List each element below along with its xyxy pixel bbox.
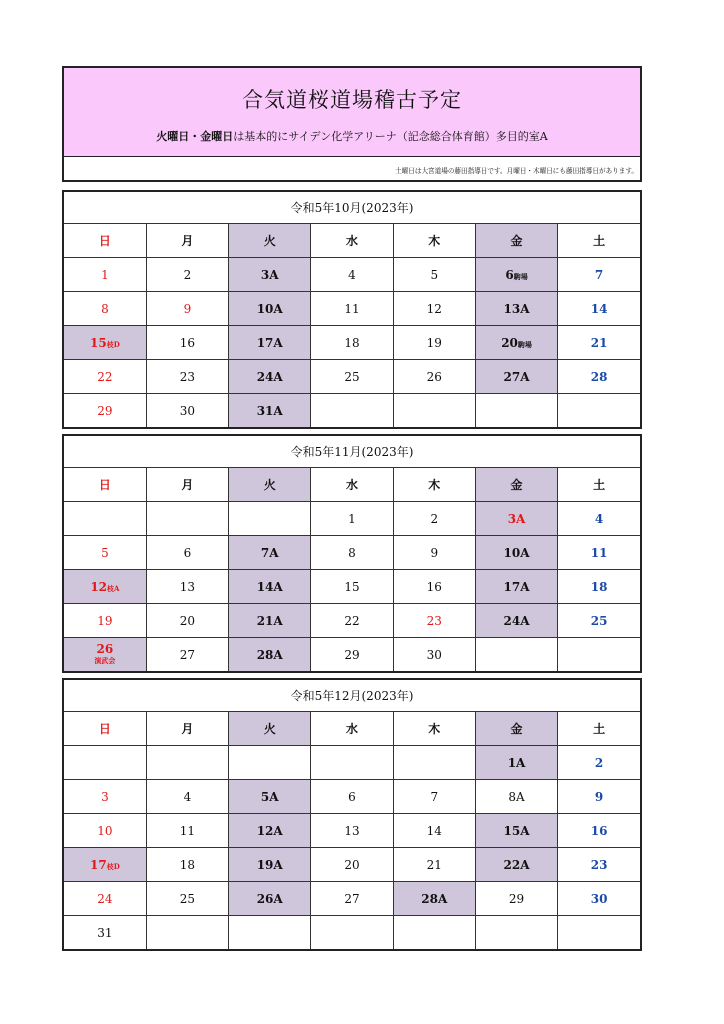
week-row [64, 502, 640, 536]
day-cell [558, 780, 640, 814]
day-cell [475, 848, 557, 882]
weekday-header: 土 [558, 468, 640, 502]
day-cell [146, 258, 228, 292]
day-cell [393, 638, 475, 672]
day-cell [146, 326, 228, 360]
day-cell [558, 916, 640, 950]
day-number: 26 [96, 641, 114, 656]
day-number: 30 [590, 891, 608, 906]
week-row [64, 394, 640, 428]
day-cell [393, 258, 475, 292]
day-number: 25 [344, 369, 360, 384]
weekday-header: 月 [146, 712, 228, 746]
week-row [64, 360, 640, 394]
day-cell [146, 746, 228, 780]
day-cell [558, 536, 640, 570]
day-cell [558, 292, 640, 326]
day-cell [475, 638, 557, 672]
day-number: 8 [101, 301, 109, 316]
day-number: 20 [501, 335, 518, 350]
day-cell [311, 916, 393, 950]
day-cell [393, 848, 475, 882]
day-cell [229, 814, 311, 848]
day-cell [393, 916, 475, 950]
day-cell [229, 570, 311, 604]
day-cell [393, 502, 475, 536]
day-cell [64, 746, 146, 780]
day-cell [311, 814, 393, 848]
day-cell [393, 814, 475, 848]
day-number: 12 [90, 579, 108, 594]
day-number: 15 [90, 335, 107, 350]
day-number: 30 [179, 403, 196, 418]
day-cell [475, 882, 557, 916]
day-cell [558, 570, 640, 604]
day-cell [146, 570, 228, 604]
day-cell [146, 604, 228, 638]
day-number: 2 [430, 511, 439, 526]
day-number: 6 [348, 789, 356, 804]
day-cell [311, 882, 393, 916]
instructor-note: 土曜日は大宮道場の藤田指導日です。月曜日・木曜日にも藤田指導日があります。 [395, 167, 638, 175]
day-number: 4 [183, 789, 192, 804]
day-cell [229, 638, 311, 672]
day-number: 31 [97, 925, 113, 940]
day-cell [229, 360, 311, 394]
day-cell [146, 814, 228, 848]
week-row [64, 638, 640, 672]
day-number: 8A [508, 789, 525, 804]
day-cell [64, 258, 146, 292]
month-calendar [62, 678, 642, 951]
day-cell [229, 604, 311, 638]
weekday-header: 木 [393, 712, 475, 746]
weekday-header: 金 [475, 224, 557, 258]
day-cell [311, 780, 393, 814]
weekday-header: 金 [475, 468, 557, 502]
month-title: 令和5年10月(2023年) [64, 192, 640, 224]
day-number: 5A [260, 789, 279, 804]
day-number: 24A [503, 613, 530, 628]
day-cell [146, 536, 228, 570]
day-cell [146, 916, 228, 950]
day-number: 22A [503, 857, 530, 872]
day-cell [229, 502, 311, 536]
week-row [64, 604, 640, 638]
day-cell [311, 360, 393, 394]
day-number: 16 [179, 335, 196, 350]
week-row [64, 882, 640, 916]
day-number: 1A [507, 755, 526, 770]
weekday-header: 土 [558, 712, 640, 746]
weekday-header: 木 [393, 468, 475, 502]
day-number: 29 [97, 403, 113, 418]
day-number: 6 [505, 267, 514, 282]
day-cell [229, 848, 311, 882]
day-cell [393, 536, 475, 570]
day-number: 5 [430, 267, 439, 282]
week-row [64, 780, 640, 814]
day-cell [558, 746, 640, 780]
day-number: 11 [590, 545, 608, 560]
day-number: 15A [503, 823, 530, 838]
week-row [64, 292, 640, 326]
day-cell [475, 536, 557, 570]
day-number: 1 [101, 267, 109, 282]
day-number: 28 [590, 369, 608, 384]
calendar-table [64, 680, 640, 949]
day-cell [311, 326, 393, 360]
day-number: 2 [183, 267, 192, 282]
weekday-header: 日 [64, 712, 146, 746]
week-row [64, 326, 640, 360]
day-cell [558, 814, 640, 848]
day-cell [475, 916, 557, 950]
week-row [64, 258, 640, 292]
day-number: 5 [101, 545, 109, 560]
day-cell [146, 502, 228, 536]
day-cell [229, 916, 311, 950]
day-cell [146, 638, 228, 672]
week-row [64, 848, 640, 882]
day-cell [475, 570, 557, 604]
month-calendar [62, 434, 642, 673]
page-title: 合気道桜道場稽古予定 [242, 88, 462, 112]
day-cell [475, 394, 557, 428]
day-cell [64, 916, 146, 950]
calendar-table [64, 436, 640, 671]
day-number: 6 [183, 545, 192, 560]
day-cell [64, 814, 146, 848]
weekday-header: 火 [229, 712, 311, 746]
day-cell [146, 780, 228, 814]
day-cell [393, 570, 475, 604]
day-cell [146, 360, 228, 394]
day-number: 24A [256, 369, 283, 384]
day-cell [393, 394, 475, 428]
day-cell [311, 848, 393, 882]
day-cell [64, 882, 146, 916]
day-cell [475, 360, 557, 394]
weekday-header: 日 [64, 224, 146, 258]
day-cell [558, 604, 640, 638]
day-cell [64, 292, 146, 326]
day-cell [311, 638, 393, 672]
week-row [64, 570, 640, 604]
day-number: 10 [97, 823, 113, 838]
subtitle-venue: は基本的にサイデン化学アリーナ（記念総合体育館）多目的室A [233, 130, 548, 143]
day-number: 27 [344, 891, 360, 906]
day-cell [475, 604, 557, 638]
day-number: 7 [430, 789, 439, 804]
day-number: 23 [179, 369, 196, 384]
day-number: 12A [256, 823, 283, 838]
day-cell [393, 360, 475, 394]
day-number: 19 [426, 335, 442, 350]
day-cell [393, 882, 475, 916]
day-cell [558, 326, 640, 360]
day-cell [64, 780, 146, 814]
week-row [64, 746, 640, 780]
day-number: 7 [594, 267, 604, 282]
day-number: 25 [179, 891, 196, 906]
day-number: 14A [256, 579, 283, 594]
day-number: 17 [90, 857, 107, 872]
day-number: 14 [426, 823, 442, 838]
day-cell [558, 848, 640, 882]
day-note: 枝D [106, 861, 120, 871]
day-cell [64, 848, 146, 882]
day-cell [558, 502, 640, 536]
day-number: 28A [256, 647, 283, 662]
day-number: 25 [590, 613, 608, 628]
day-cell [475, 292, 557, 326]
day-cell [146, 848, 228, 882]
day-number: 8 [348, 545, 356, 560]
day-number: 9 [594, 789, 604, 804]
day-cell [146, 394, 228, 428]
weekday-header: 火 [229, 224, 311, 258]
day-number: 17A [256, 335, 283, 350]
day-number: 26 [426, 369, 442, 384]
day-cell [146, 882, 228, 916]
weekday-header: 金 [475, 712, 557, 746]
day-note: 駒場 [513, 271, 528, 281]
day-cell [64, 360, 146, 394]
day-number: 23 [426, 613, 442, 628]
day-cell [311, 502, 393, 536]
day-number: 21 [426, 857, 442, 872]
day-cell [475, 746, 557, 780]
week-row [64, 814, 640, 848]
day-number: 18 [590, 579, 608, 594]
week-row [64, 536, 640, 570]
weekday-header: 水 [311, 224, 393, 258]
day-cell [64, 604, 146, 638]
day-number: 24 [97, 891, 113, 906]
weekday-header: 水 [311, 468, 393, 502]
weekday-header: 日 [64, 468, 146, 502]
schedule-header [62, 66, 642, 182]
day-number: 27 [179, 647, 196, 662]
day-cell [229, 394, 311, 428]
day-cell [311, 536, 393, 570]
day-number: 15 [344, 579, 360, 594]
day-cell [229, 258, 311, 292]
day-cell [229, 292, 311, 326]
venue-subtitle [64, 128, 640, 144]
day-cell [311, 292, 393, 326]
day-number: 14 [590, 301, 608, 316]
week-row [64, 916, 640, 950]
day-cell [475, 258, 557, 292]
day-note: 駒場 [517, 339, 532, 349]
day-number: 26A [256, 891, 283, 906]
day-number: 1 [348, 511, 356, 526]
day-cell [393, 604, 475, 638]
day-cell [229, 780, 311, 814]
day-number: 22 [344, 613, 360, 628]
day-number: 29 [344, 647, 360, 662]
day-cell [229, 746, 311, 780]
day-number: 3 [101, 789, 109, 804]
month-title: 令和5年11月(2023年) [64, 436, 640, 468]
weekday-header: 月 [146, 468, 228, 502]
day-number: 2 [594, 755, 604, 770]
day-number: 7A [260, 545, 279, 560]
day-number: 29 [508, 891, 525, 906]
day-note: 演武会 [94, 655, 116, 665]
day-cell [311, 570, 393, 604]
day-number: 9 [183, 301, 192, 316]
day-number: 12 [426, 301, 442, 316]
day-number: 3A [260, 267, 279, 282]
calendar-table [64, 192, 640, 427]
day-number: 16 [590, 823, 608, 838]
day-cell [558, 638, 640, 672]
day-cell [558, 394, 640, 428]
day-number: 30 [426, 647, 442, 662]
day-cell [475, 326, 557, 360]
day-number: 21A [256, 613, 283, 628]
day-number: 11 [344, 301, 360, 316]
day-cell [393, 326, 475, 360]
header-banner [64, 68, 640, 157]
day-cell [311, 394, 393, 428]
day-number: 13 [179, 579, 196, 594]
weekday-header: 火 [229, 468, 311, 502]
month-calendar [62, 190, 642, 429]
day-cell [475, 502, 557, 536]
day-number: 19 [97, 613, 113, 628]
day-cell [475, 780, 557, 814]
day-number: 17A [503, 579, 530, 594]
day-cell [311, 258, 393, 292]
day-number: 27A [503, 369, 530, 384]
day-cell [229, 882, 311, 916]
day-cell [64, 536, 146, 570]
day-cell [393, 292, 475, 326]
day-number: 13A [503, 301, 530, 316]
day-cell [475, 814, 557, 848]
day-note: 枝A [107, 583, 120, 593]
weekday-header: 水 [311, 712, 393, 746]
day-cell [64, 394, 146, 428]
day-number: 16 [426, 579, 442, 594]
day-cell [64, 326, 146, 360]
day-number: 20 [344, 857, 360, 872]
day-cell [146, 292, 228, 326]
month-title: 令和5年12月(2023年) [64, 680, 640, 712]
subtitle-days: 火曜日・金曜日 [156, 130, 234, 143]
day-number: 4 [348, 267, 356, 282]
day-number: 28A [421, 891, 448, 906]
day-number: 19A [256, 857, 283, 872]
day-number: 21 [590, 335, 608, 350]
day-number: 9 [430, 545, 439, 560]
day-cell [558, 882, 640, 916]
day-cell [64, 502, 146, 536]
day-note: 枝D [106, 339, 120, 349]
day-cell [64, 570, 146, 604]
day-cell [558, 360, 640, 394]
day-number: 23 [590, 857, 608, 872]
day-number: 3A [507, 511, 526, 526]
day-number: 18 [179, 857, 196, 872]
day-number: 10A [256, 301, 283, 316]
weekday-header: 木 [393, 224, 475, 258]
day-cell [229, 326, 311, 360]
day-number: 13 [344, 823, 360, 838]
day-cell [64, 638, 146, 672]
day-cell [311, 746, 393, 780]
day-cell [393, 746, 475, 780]
day-cell [393, 780, 475, 814]
day-number: 22 [97, 369, 113, 384]
day-number: 18 [344, 335, 360, 350]
weekday-header: 月 [146, 224, 228, 258]
day-number: 20 [179, 613, 196, 628]
weekday-header: 土 [558, 224, 640, 258]
day-cell [311, 604, 393, 638]
day-cell [229, 536, 311, 570]
day-number: 11 [179, 823, 196, 838]
day-number: 10A [503, 545, 530, 560]
day-cell [558, 258, 640, 292]
day-number: 4 [594, 511, 604, 526]
day-number: 31A [256, 403, 283, 418]
